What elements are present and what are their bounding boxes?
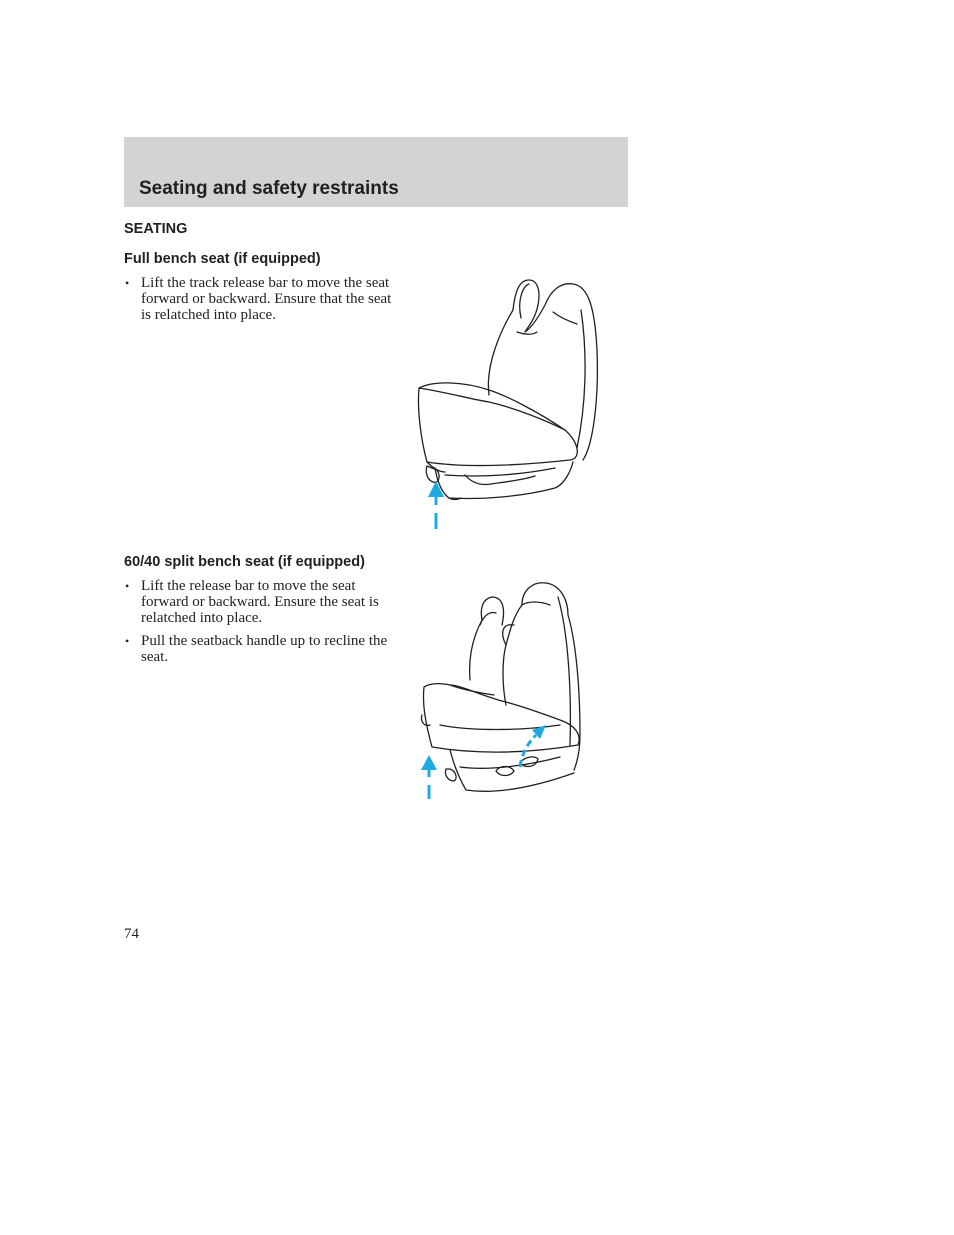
chapter-title: Seating and safety restraints <box>139 178 399 199</box>
list-item <box>124 275 392 324</box>
bullet-text: Lift the release bar to move the seat forward or backward. Ensure the seat is relatched into place. <box>141 578 379 627</box>
bullet-text: Lift the track release bar to move the seat forward or backward. Ensure that the seat is relatched into place. <box>141 275 392 324</box>
bullet-icon: • <box>125 276 130 290</box>
list-item <box>124 578 392 627</box>
bullet-icon: • <box>125 634 130 649</box>
split-bench-seat-illustration <box>410 575 595 805</box>
list-item <box>124 633 392 665</box>
full-bench-bullets <box>124 275 392 330</box>
seat-outline-drawing <box>418 280 597 500</box>
bullet-icon: • <box>125 579 130 593</box>
page-number: 74 <box>124 926 139 942</box>
section-heading: SEATING <box>124 221 188 237</box>
seat-outline-drawing <box>421 583 580 792</box>
release-arrow-icon <box>421 755 437 799</box>
split-bench-heading: 60/40 split bench seat (if equipped) <box>124 554 365 570</box>
full-bench-heading: Full bench seat (if equipped) <box>124 251 321 267</box>
chapter-header-band <box>124 137 628 207</box>
full-bench-seat-illustration <box>405 270 610 535</box>
bullet-text: Pull the seatback handle up to recline the seat. <box>141 633 388 666</box>
split-bench-bullets <box>124 578 392 672</box>
